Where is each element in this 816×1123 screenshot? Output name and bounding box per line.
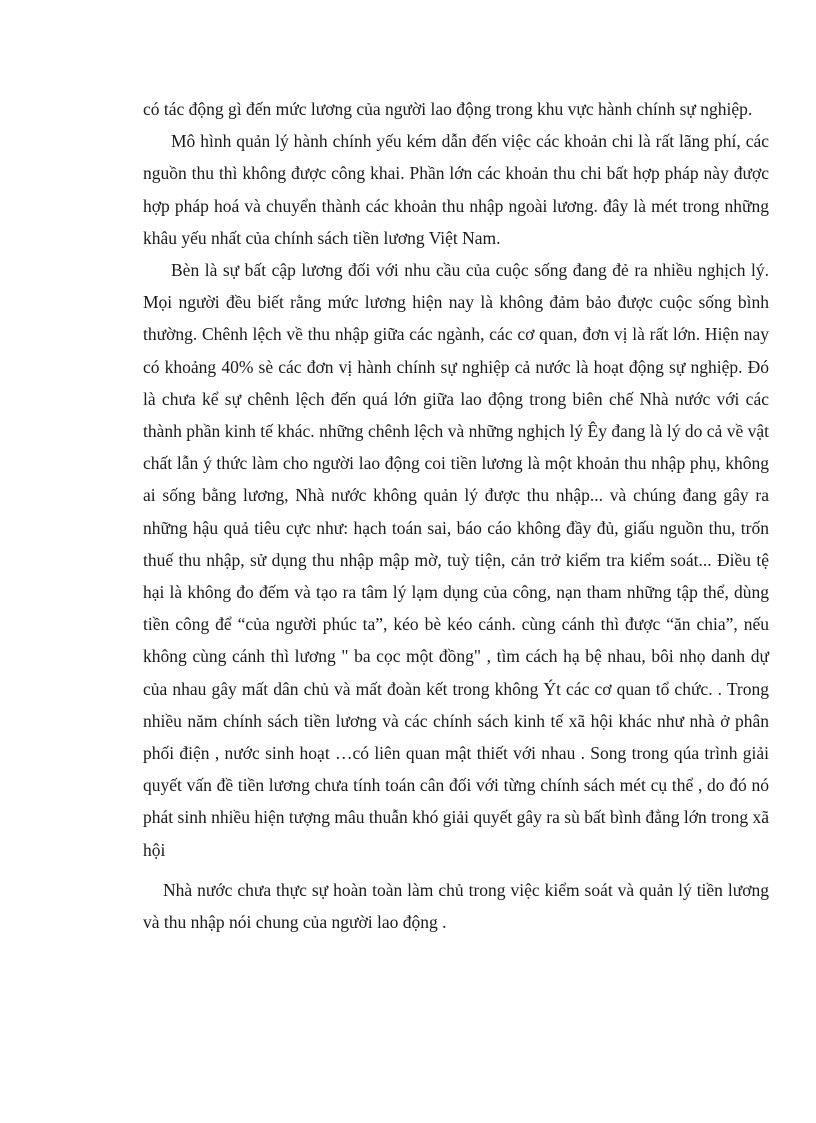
document-page (143, 93, 769, 938)
paragraph-4: Nhà nước chưa thực sự hoàn toàn làm chủ trong việc kiểm soát và quản lý tiền lương và thu nhập nói chung của người lao động . (143, 879, 769, 933)
paragraph-1: có tác động gì đến mức lương của người lao động trong khu vực hành chính sự nghiệp. (143, 99, 753, 119)
paragraph-2: Mô hình quản lý hành chính yếu kém dẫn đến việc các khoản chi là rất lãng phí, các nguồn thu thì không được công khai. Phần lớn các khoản thu chi bất hợp pháp này được hợp pháp hoá và chuyển thành các khoản thu nhập ngoài lương. đây là mét trong những khâu yếu nhất của chính sách tiền lương Việt Nam. (143, 131, 769, 248)
paragraph-3: Bèn là sự bất cập lương đối với nhu cầu của cuộc sống đang đẻ ra nhiều nghịch lý. Mọi người đều biết rằng mức lương hiện nay là không đảm bảo được cuộc sống bình thường. Chênh lệch về thu nhập giữa các ngành, các cơ quan, đơn vị là rất lớn. Hiện nay có khoảng 40% sè các đơn vị hành chính sự nghiệp cả nước là hoạt động sự nghiệp. Đó là chưa kể sự chênh lệch đến quá lớn giữa lao động trong biên chế Nhà nước với các thành phần kinh tế khác. những chênh lệch và những nghịch lý Êy đang là lý do cả về vật chất lẫn ý thức làm cho người lao động coi tiền lương là một khoản thu nhập phụ, không ai sống bằng lương, Nhà nước không quản lý được thu nhập... và chúng đang gây ra những hậu quả tiêu cực như: hạch toán sai, báo cáo không đầy đủ, giấu nguồn thu, trốn thuế thu nhập, sử dụng thu nhập mập mờ, tuỳ tiện, cản trở kiểm tra kiểm soát... Điều tệ hại là không đo đếm và tạo ra tâm lý lạm dụng của công, nạn tham những tập thể, dùng tiền công để “của người phúc ta”, kéo bè kéo cánh. cùng cánh thì được “ăn chia”, nếu không cùng cánh thì lương " ba cọc một đồng" , tìm cách hạ bệ nhau, bôi nhọ danh dự của nhau gây mất dân chủ và mất đoàn kết trong không Ýt các cơ quan tổ chức. . Trong nhiều năm chính sách tiền lương và các chính sách kinh tế xã hội khác như nhà ở phân phối điện , nước sinh hoạt …có liên quan mật thiết với nhau . Song trong qúa trình giải quyết vấn đề tiền lương chưa tính toán cân đối với từng chính sách mét cụ thể , do đó nó phát sinh nhiều hiện tượng mâu thuẫn khó giải quyết gây ra sù bất bình đẳng lớn trong xã hội (143, 260, 769, 860)
